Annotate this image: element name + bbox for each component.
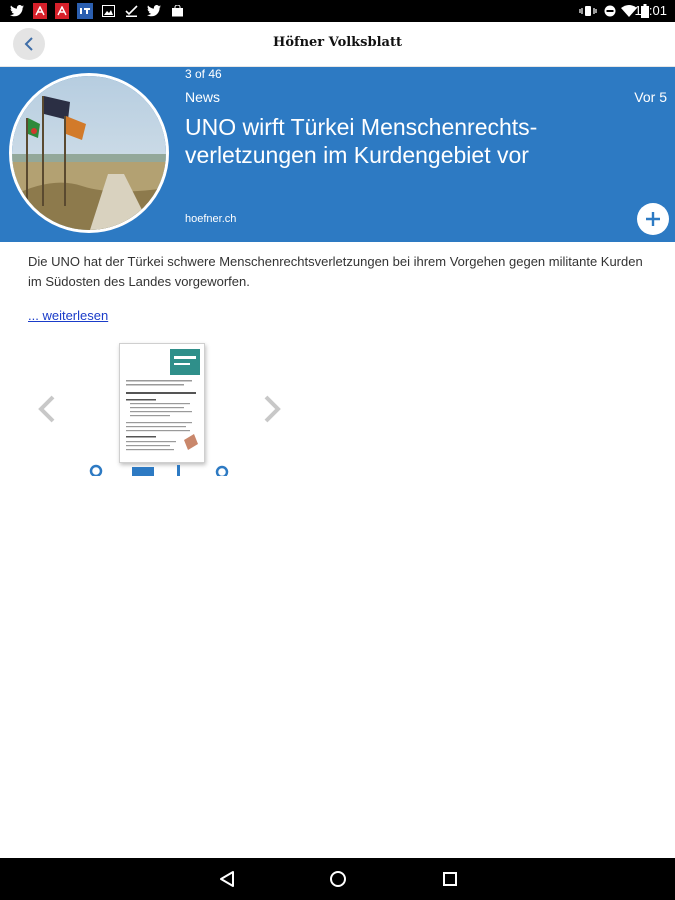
previous-page-arrow[interactable] — [35, 393, 59, 425]
app-bar — [0, 22, 675, 67]
article-count: 3 of 46 — [185, 67, 222, 81]
status-bar — [0, 0, 675, 22]
article-banner — [0, 67, 675, 242]
clock: 17:01 — [634, 3, 667, 18]
app-logo: Höfner Volksblatt — [273, 35, 402, 50]
acrobat-icon — [33, 3, 47, 19]
next-page-arrow[interactable] — [260, 393, 284, 425]
nav-home-button[interactable] — [326, 868, 350, 890]
system-nav-bar — [0, 858, 675, 900]
square-recents-icon — [442, 871, 458, 887]
article-source: hoefner.ch — [185, 213, 237, 225]
fullscreen-icon[interactable] — [132, 467, 154, 476]
nav-back-button[interactable] — [215, 868, 239, 890]
vibrate-icon — [579, 3, 597, 19]
open-icon[interactable] — [217, 467, 227, 476]
twitter-icon — [147, 3, 161, 19]
shopping-bag-icon — [170, 3, 184, 19]
article-image[interactable] — [9, 73, 169, 233]
dnd-icon — [603, 3, 617, 19]
article-summary: Die UNO hat der Türkei schwere Menschenrechtsverletzungen bei ihrem Vorgehen gegen militante Kurden im Südosten des Landes vorgeworfen. — [28, 254, 643, 289]
nav-recents-button[interactable] — [438, 868, 462, 890]
twitter-icon — [10, 3, 24, 19]
read-more-link[interactable]: ... weiterlesen — [28, 308, 109, 323]
chevron-right-icon — [260, 393, 284, 425]
document-actions — [88, 462, 238, 476]
acrobat-icon — [55, 3, 69, 19]
share-icon[interactable] — [177, 465, 180, 476]
article-category: News — [185, 89, 221, 105]
article-headline: UNO wirft Türkei Menschenrechts-verletzungen im Kurdengebiet vor — [185, 114, 538, 168]
add-button[interactable] — [637, 203, 669, 235]
rt-news-icon — [77, 3, 93, 19]
plus-icon — [645, 211, 661, 227]
photo-icon — [101, 3, 115, 19]
document-thumbnail[interactable] — [119, 343, 205, 463]
checklist-icon — [124, 3, 138, 19]
triangle-back-icon — [219, 870, 235, 888]
zoom-icon[interactable] — [91, 466, 101, 476]
next-article-link[interactable]: Vor 5 — [634, 89, 667, 105]
document-preview-image — [120, 344, 204, 462]
circle-home-icon — [329, 870, 347, 888]
chevron-left-icon — [35, 393, 59, 425]
